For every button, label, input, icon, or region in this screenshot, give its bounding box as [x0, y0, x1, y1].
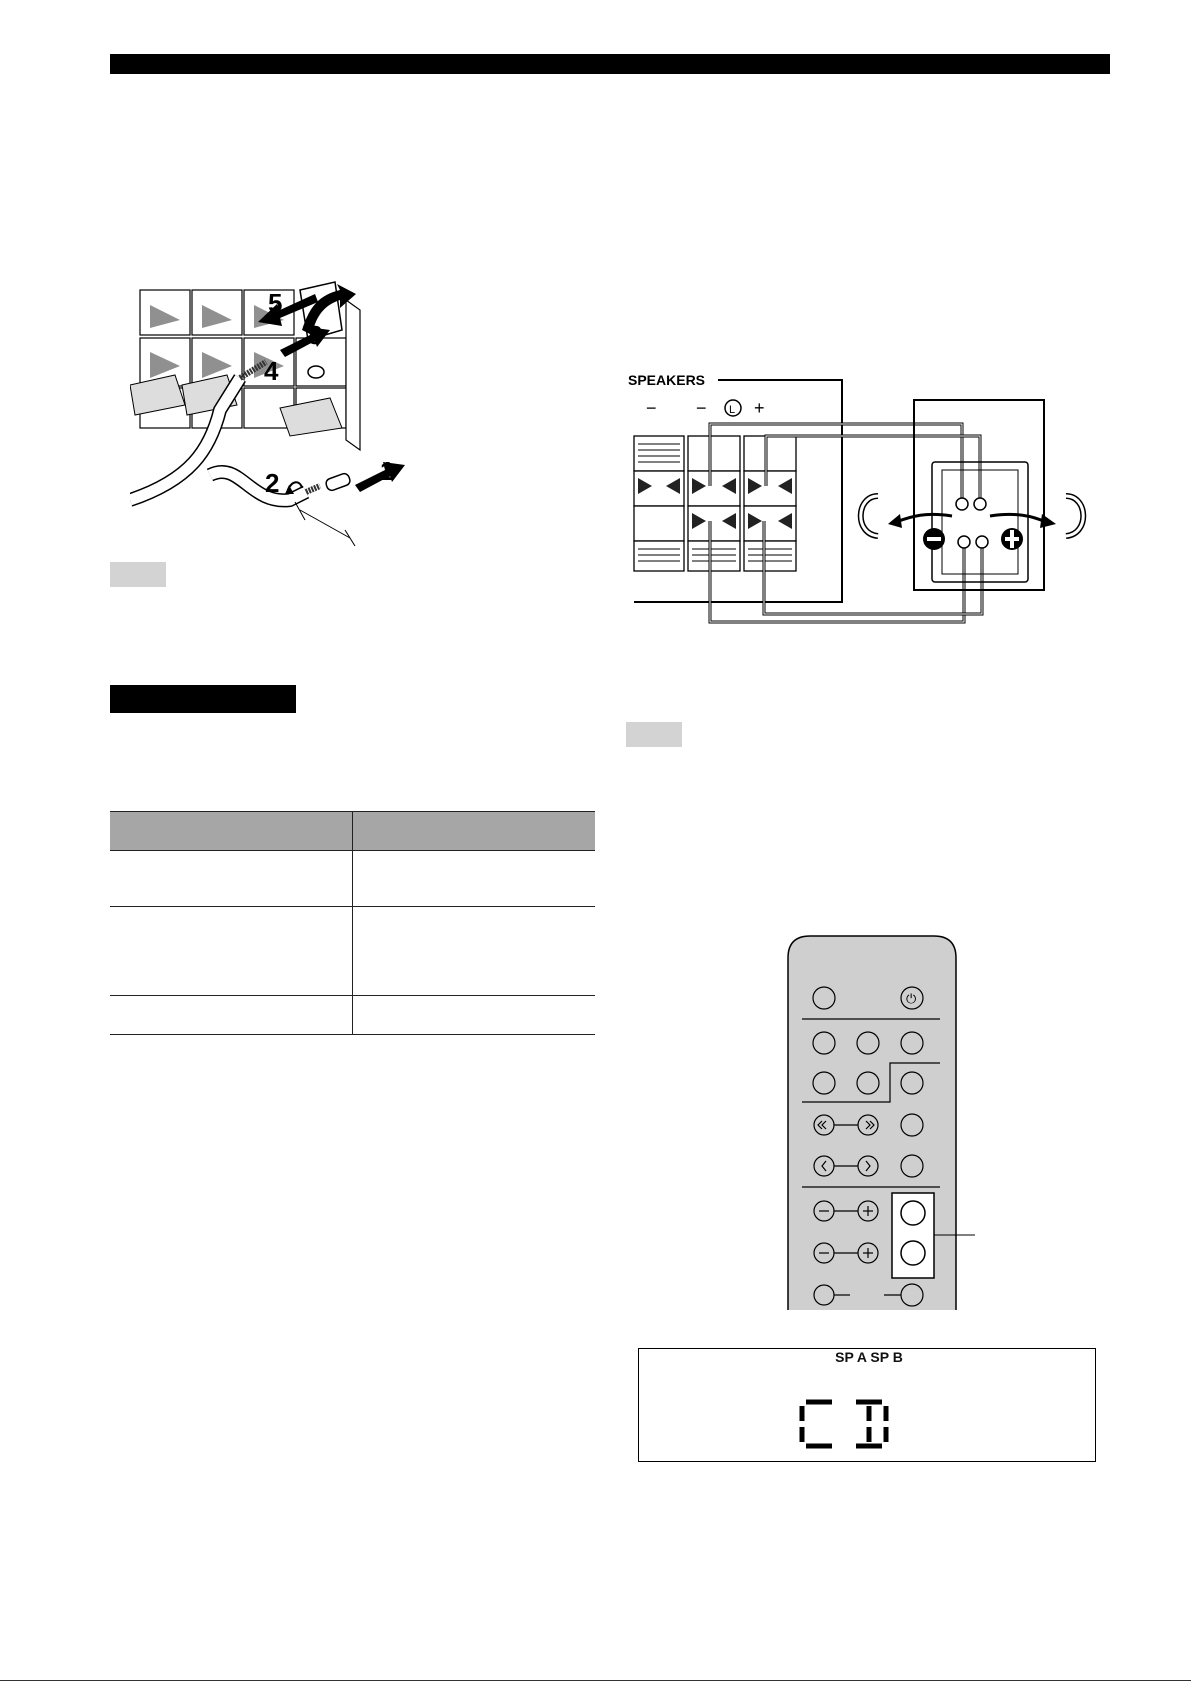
section-heading-bar [110, 685, 296, 713]
remote-button [901, 1114, 923, 1136]
remote-button [813, 987, 835, 1009]
minus-sign: − [696, 398, 707, 418]
table-cell [353, 851, 596, 907]
plus-sign: + [754, 398, 765, 418]
remote-button [857, 1072, 879, 1094]
speaker-wire-illustration [130, 280, 410, 550]
remote-button [901, 1032, 923, 1054]
header-bar [110, 54, 1110, 74]
remote-button [857, 1032, 879, 1054]
remote-button [901, 1072, 923, 1094]
step-1-label: 1 [380, 456, 395, 486]
table-cell [353, 907, 596, 996]
remote-button [813, 1032, 835, 1054]
step-3-label: 3 [308, 320, 323, 350]
step-2-label: 2 [265, 468, 280, 498]
minus-sign: − [646, 398, 657, 418]
footer-rule [0, 1680, 1191, 1681]
speaker-connection-diagram [626, 366, 1116, 642]
step-5-label: 5 [268, 288, 283, 318]
power-icon: ⏻ [906, 992, 917, 1007]
spec-table [110, 811, 595, 1035]
display-readout [796, 1398, 896, 1450]
table-cell [110, 851, 353, 907]
lock-symbol: L [729, 404, 736, 416]
table-cell [110, 996, 353, 1035]
table-row [110, 907, 595, 996]
table-row [110, 996, 595, 1035]
table-cell [110, 907, 353, 996]
table-header-cell [353, 812, 596, 851]
table-cell [353, 996, 596, 1035]
step-4-label: 4 [264, 356, 279, 386]
table-header-cell [110, 812, 353, 851]
table-row [110, 851, 595, 907]
remote-button [901, 1155, 923, 1177]
note-label-right [626, 722, 682, 747]
note-label-left [110, 562, 166, 587]
display-indicators: SP A SP B [835, 1349, 903, 1365]
speaker-b-button [901, 1241, 925, 1265]
remote-control-illustration [780, 930, 980, 1310]
speaker-a-button [901, 1201, 925, 1225]
remote-button [813, 1072, 835, 1094]
speakers-label: SPEAKERS [628, 372, 706, 388]
table-header-row [110, 812, 595, 851]
